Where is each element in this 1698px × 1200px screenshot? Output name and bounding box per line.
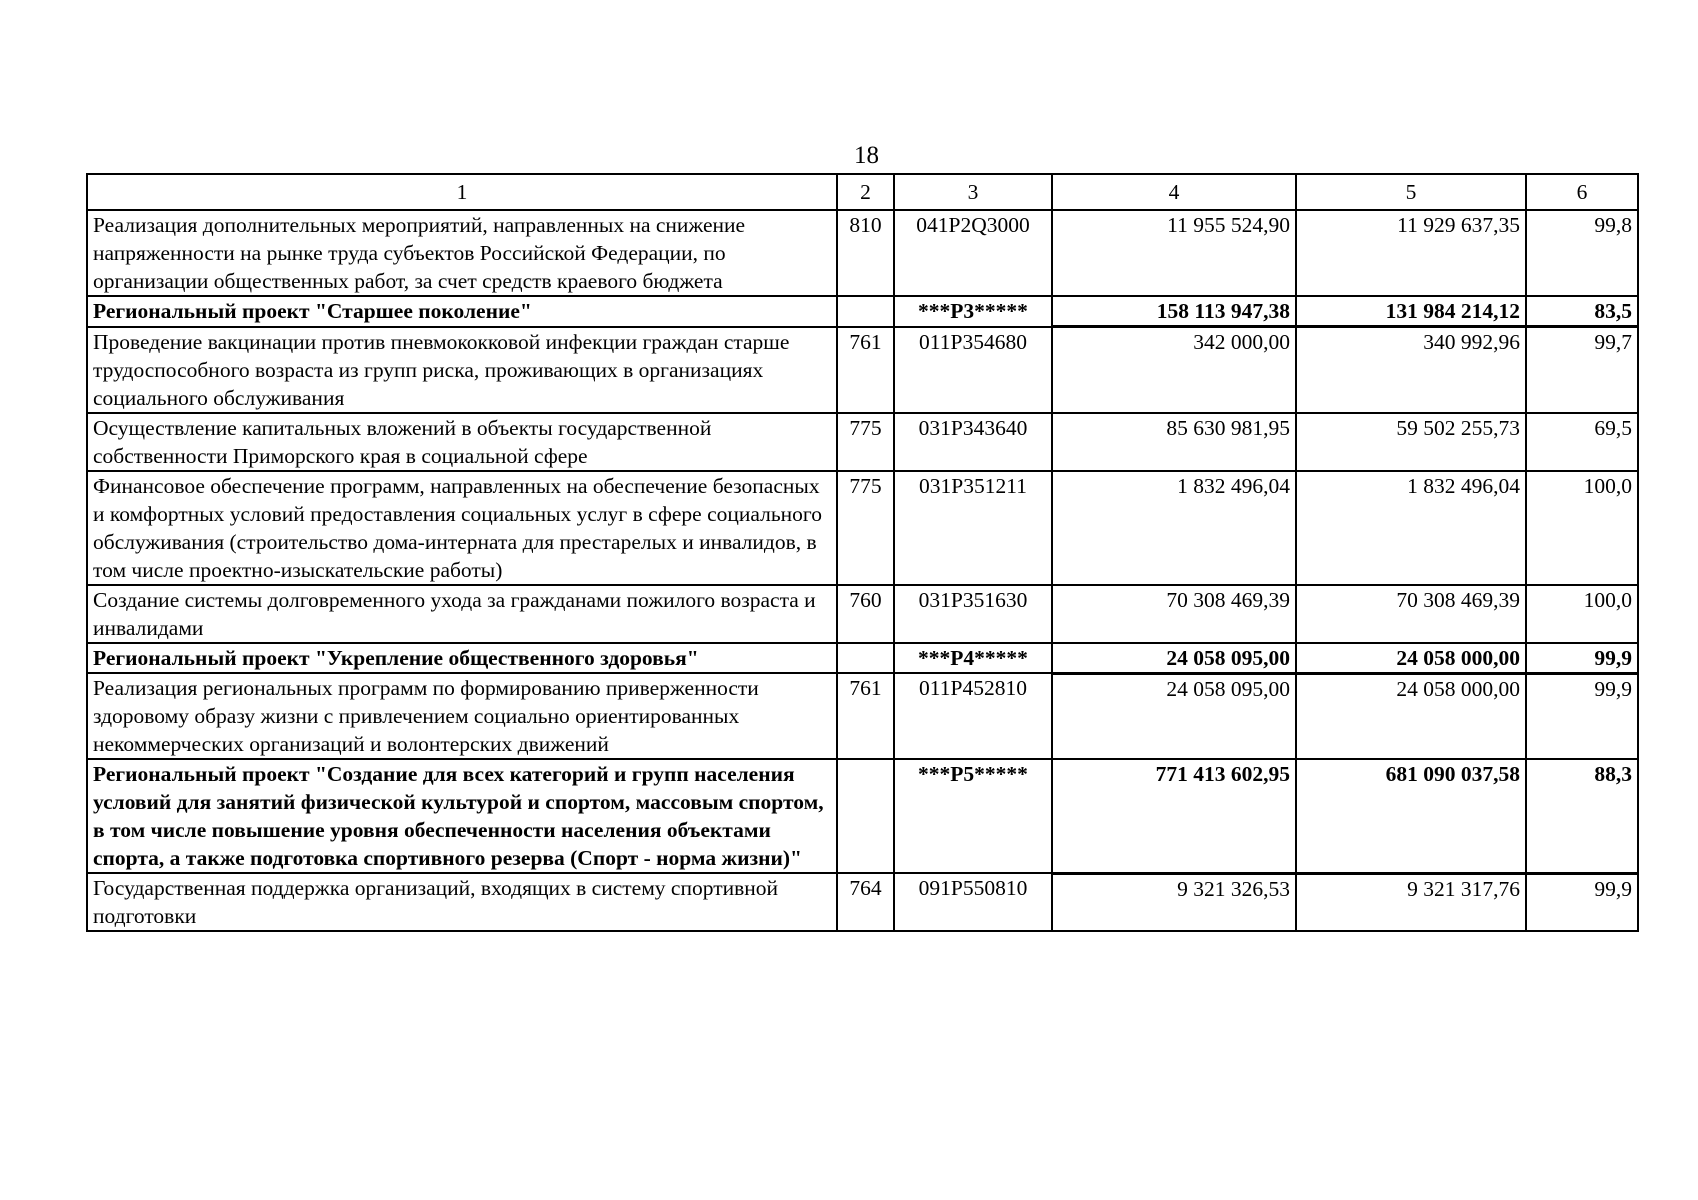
row-fact-cell: 24 058 000,00	[1296, 673, 1526, 759]
row-percent-cell: 99,9	[1526, 673, 1638, 759]
row-fact-cell: 59 502 255,73	[1296, 413, 1526, 471]
row-code-cell: 810	[837, 210, 894, 296]
table-row	[87, 413, 1638, 471]
row-kbk-cell: 091P550810	[894, 873, 1052, 931]
row-kbk-cell: 011P452810	[894, 673, 1052, 759]
header-row	[87, 174, 1638, 210]
row-code-cell: 764	[837, 873, 894, 931]
table-row	[87, 585, 1638, 643]
row-plan-cell: 9 321 326,53	[1052, 873, 1296, 931]
row-plan-cell: 771 413 602,95	[1052, 759, 1296, 873]
row-plan-cell: 24 058 095,00	[1052, 673, 1296, 759]
row-plan-cell: 24 058 095,00	[1052, 643, 1296, 674]
row-plan-cell: 158 113 947,38	[1052, 296, 1296, 327]
header-col-5: 5	[1296, 174, 1526, 210]
row-name-cell: Создание системы долговременного ухода за гражданами пожилого возраста и инвалидами	[87, 585, 837, 643]
row-percent-cell: 83,5	[1526, 296, 1638, 327]
row-fact-cell: 681 090 037,58	[1296, 759, 1526, 873]
row-name-cell: Осуществление капитальных вложений в объекты государственной собственности Приморского края в социальной сфере	[87, 413, 837, 471]
row-percent-cell: 69,5	[1526, 413, 1638, 471]
row-kbk-cell: 031P351211	[894, 471, 1052, 585]
row-fact-cell: 1 832 496,04	[1296, 471, 1526, 585]
row-plan-cell: 1 832 496,04	[1052, 471, 1296, 585]
row-kbk-cell: 031P343640	[894, 413, 1052, 471]
row-name-cell: Реализация дополнительных мероприятий, направленных на снижение напряженности на рынке труда субъектов Российской Федерации, по организации общественных работ, за счет средств краевого бюджета	[87, 210, 837, 296]
row-kbk-cell: 041P2Q3000	[894, 210, 1052, 296]
row-name-cell: Региональный проект "Старшее поколение"	[87, 296, 837, 327]
row-kbk-cell: ***P4*****	[894, 643, 1052, 674]
row-name-cell: Государственная поддержка организаций, входящих в систему спортивной подготовки	[87, 873, 837, 931]
row-percent-cell: 100,0	[1526, 585, 1638, 643]
row-plan-cell: 85 630 981,95	[1052, 413, 1296, 471]
row-name-cell: Реализация региональных программ по формированию приверженности здоровому образу жизни с привлечением социально ориентированных некоммерческих организаций и волонтерских движений	[87, 673, 837, 759]
row-code-cell: 775	[837, 413, 894, 471]
header-col-3: 3	[894, 174, 1052, 210]
row-code-cell	[837, 643, 894, 674]
row-code-cell: 760	[837, 585, 894, 643]
page-number: 18	[854, 142, 879, 169]
row-name-cell: Проведение вакцинации против пневмококковой инфекции граждан старше трудоспособного возраста из групп риска, проживающих в организациях социального обслуживания	[87, 327, 837, 413]
row-kbk-cell: 011P354680	[894, 327, 1052, 413]
budget-execution-table	[86, 173, 1639, 932]
row-kbk-cell: 031P351630	[894, 585, 1052, 643]
row-name-cell: Региональный проект "Создание для всех категорий и групп населения условий для занятий физической культурой и спортом, массовым спортом, в том числе повышение уровня обеспеченности населения объектами спорта, а также подготовка спортивного резерва (Спорт - норма жизни)"	[87, 759, 837, 873]
table-row-project	[87, 759, 1638, 873]
table-row	[87, 327, 1638, 413]
row-kbk-cell: ***P3*****	[894, 296, 1052, 327]
table-body	[87, 210, 1638, 931]
row-fact-cell: 11 929 637,35	[1296, 210, 1526, 296]
table-row	[87, 471, 1638, 585]
row-percent-cell: 100,0	[1526, 471, 1638, 585]
row-name-cell: Финансовое обеспечение программ, направленных на обеспечение безопасных и комфортных условий предоставления социальных услуг в сфере социального обслуживания (строительство дома-интерната для престарелых и инвалидов, в том числе проектно-изыскательские работы)	[87, 471, 837, 585]
row-code-cell: 761	[837, 673, 894, 759]
row-percent-cell: 99,7	[1526, 327, 1638, 413]
row-plan-cell: 11 955 524,90	[1052, 210, 1296, 296]
table-row-project	[87, 643, 1638, 674]
row-fact-cell: 70 308 469,39	[1296, 585, 1526, 643]
table-row-project	[87, 296, 1638, 327]
row-code-cell	[837, 759, 894, 873]
row-fact-cell: 9 321 317,76	[1296, 873, 1526, 931]
header-col-6: 6	[1526, 174, 1638, 210]
table-row	[87, 673, 1638, 759]
table-row	[87, 210, 1638, 296]
row-fact-cell: 131 984 214,12	[1296, 296, 1526, 327]
row-code-cell: 775	[837, 471, 894, 585]
header-col-1: 1	[87, 174, 837, 210]
table-row	[87, 873, 1638, 931]
row-plan-cell: 342 000,00	[1052, 327, 1296, 413]
header-col-2: 2	[837, 174, 894, 210]
header-col-4: 4	[1052, 174, 1296, 210]
row-code-cell	[837, 296, 894, 327]
row-name-cell: Региональный проект "Укрепление общественного здоровья"	[87, 643, 837, 674]
row-fact-cell: 24 058 000,00	[1296, 643, 1526, 674]
row-percent-cell: 99,9	[1526, 873, 1638, 931]
row-percent-cell: 99,9	[1526, 643, 1638, 674]
row-percent-cell: 88,3	[1526, 759, 1638, 873]
row-fact-cell: 340 992,96	[1296, 327, 1526, 413]
row-kbk-cell: ***P5*****	[894, 759, 1052, 873]
row-code-cell: 761	[837, 327, 894, 413]
row-percent-cell: 99,8	[1526, 210, 1638, 296]
row-plan-cell: 70 308 469,39	[1052, 585, 1296, 643]
